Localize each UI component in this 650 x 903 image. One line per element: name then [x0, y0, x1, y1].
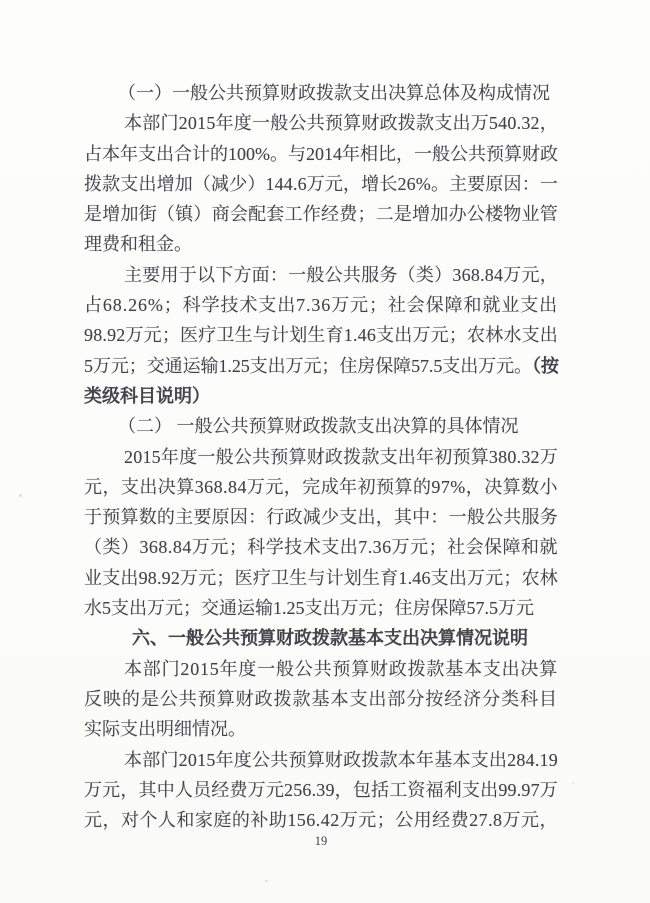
- text-line: （类）368.84万元；科学技术支出7.36万元；社会保障和就: [84, 537, 558, 558]
- scan-speck: [572, 782, 574, 784]
- page-number: 19: [314, 834, 328, 848]
- section-heading-2: （二） 一般公共预算财政拨款支出决算的具体情况: [118, 416, 519, 437]
- text-line: 于预算数的主要原因：行政减少支出，其中：一般公共服务: [84, 507, 558, 528]
- text-line: 拨款支出增加（减少）144.6万元，增长26%。主要原因：一: [84, 173, 558, 194]
- section-heading-6: 六、一般公共预算财政拨款基本支出决算情况说明: [132, 628, 528, 649]
- text-line: 本部门2015年度一般公共预算财政拨款基本支出决算: [124, 658, 558, 679]
- text-line: 理费和租金。: [84, 234, 192, 255]
- text-line: 是增加街（镇）商会配套工作经费；二是增加办公楼物业管: [84, 204, 558, 225]
- text-line: 业支出98.92万元；医疗卫生与计划生育1.46支出万元；农林: [84, 567, 558, 588]
- scan-speck: [19, 494, 22, 497]
- text-line: 类级科目说明）: [84, 385, 210, 406]
- text-line: 元，对个人和家庭的补助156.42万元；公用经费27.8万元，: [84, 810, 558, 831]
- section-heading-1: （一）一般公共预算财政拨款支出决算总体及构成情况: [118, 83, 550, 103]
- text-line: 反映的是公共预算财政拨款基本支出部分按经济分类科目: [84, 688, 558, 709]
- text-segment: 5万元；交通运输1.25支出万元；住房保障57.5支出万元。: [84, 355, 532, 376]
- text-line: 实际支出明细情况。: [84, 719, 246, 740]
- text-line: 98.92万元；医疗卫生与计划生育1.46支出万元；农林水支出: [84, 325, 558, 346]
- text-line: 水5支出万元；交通运输1.25支出万元；住房保障57.5万元: [84, 598, 534, 619]
- text-line: 元，支出决算368.84万元，完成年初预算的97%，决算数小: [84, 476, 558, 497]
- text-line: 占68.26%；科学技术支出7.36万元；社会保障和就业支出: [84, 295, 558, 316]
- text-segment-bold: （按: [531, 355, 559, 376]
- text-line: 本部门2015年度一般公共预算财政拨款支出万540.32，: [124, 113, 558, 134]
- text-line: [84, 351, 558, 381]
- text-line: 本部门2015年度公共预算财政拨款本年基本支出284.19: [124, 749, 558, 770]
- text-line: 万元，其中人员经费万元256.39，包括工资福利支出99.97万: [84, 779, 558, 800]
- text-line: 2015年度一般公共预算财政拨款支出年初预算380.32万: [124, 446, 558, 467]
- text-line: 占本年支出合计的100%。与2014年相比，一般公共预算财政: [84, 143, 558, 164]
- text-line: 主要用于以下方面：一般公共服务（类）368.84万元，: [124, 264, 558, 285]
- text-block: [84, 78, 558, 835]
- scan-speck: [265, 880, 268, 882]
